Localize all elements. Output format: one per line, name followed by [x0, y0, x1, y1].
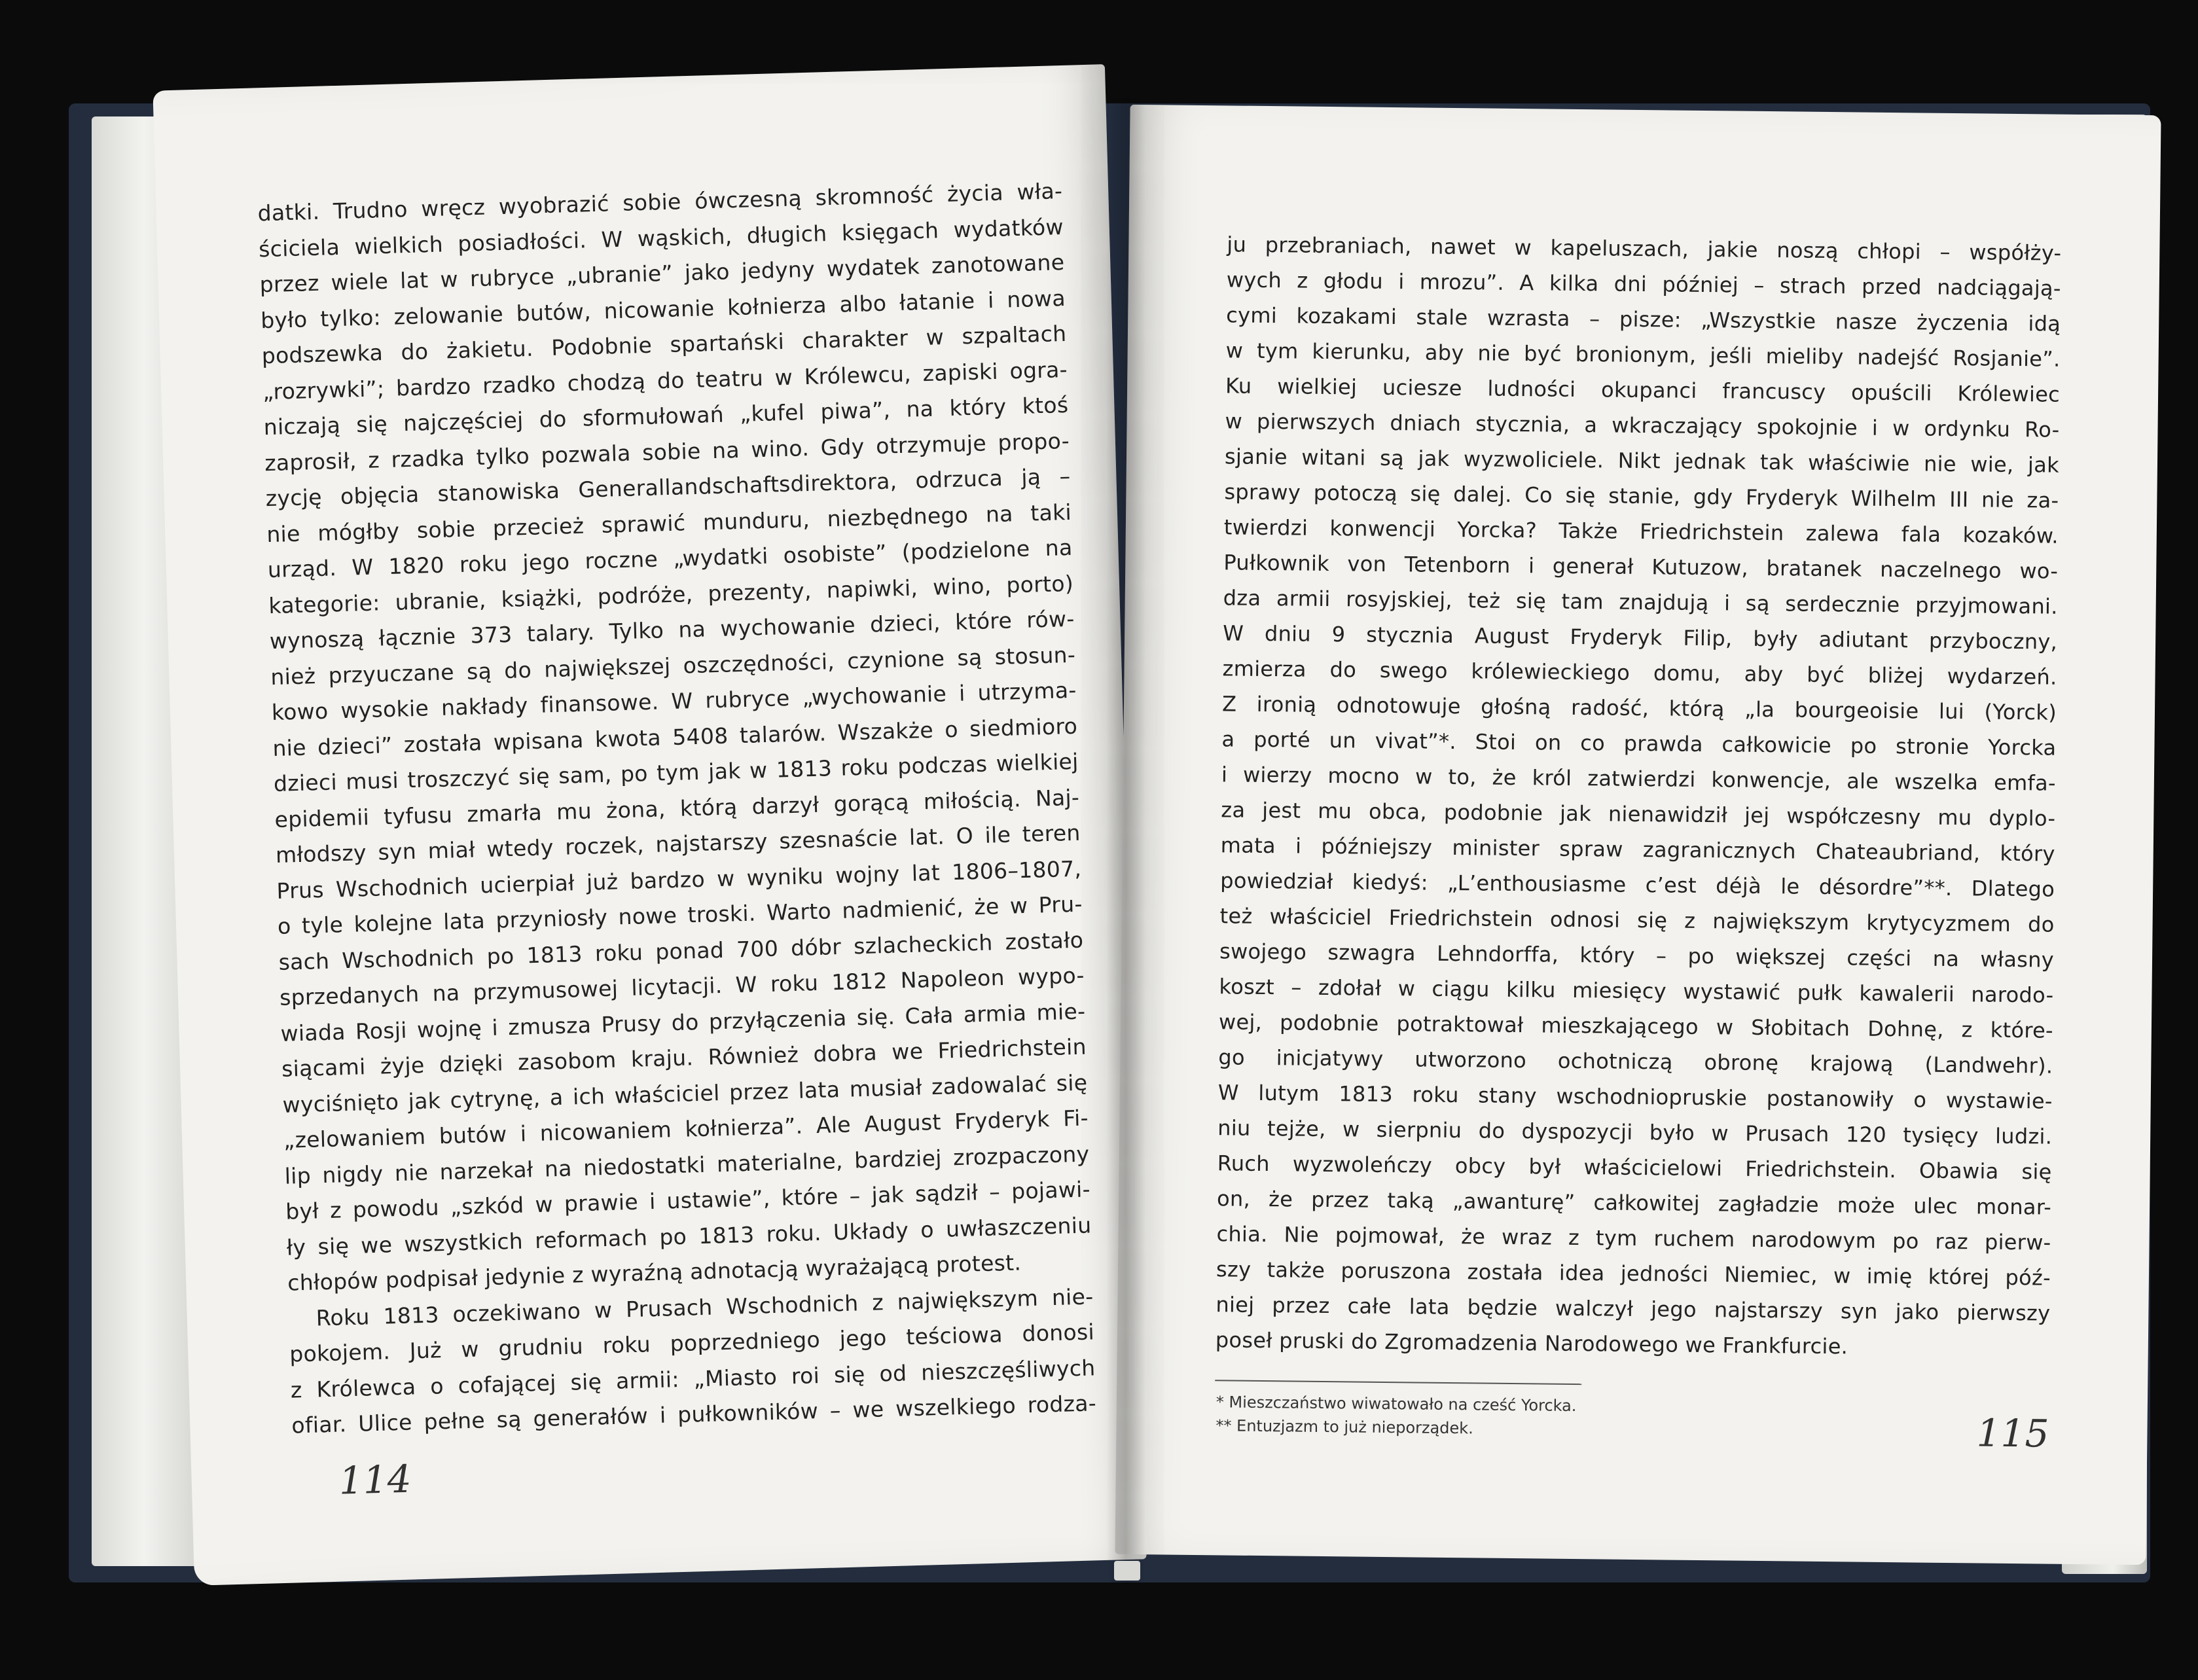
- text-line: epidemii tyfusu zmarła mu żona, którą darzył gorącą miłością. Naj-: [274, 784, 1080, 832]
- text-line: o tyle kolejne lata przyniosły nowe troski. Warto nadmienić, że w Pru-: [277, 891, 1083, 939]
- text-line: był z powodu „szkód w prawie i ustawie”, które – jak sądził – pojawi-: [285, 1176, 1091, 1224]
- text-line: Roku 1813 oczekiwano w Prusach Wschodnich z największym nie-: [315, 1283, 1094, 1331]
- text-line: dzieci musi troszczyć się sam, po tym jak w 1813 roku podczas wielkiej: [273, 748, 1079, 797]
- footnote: ** Entuzjazm to już nieporządek.: [1216, 1416, 1473, 1438]
- text-line: Z ironią odnotowuje głośną radość, którą „la bourgeoisie lui (Yorck): [1221, 691, 2057, 725]
- footnote-divider: [1215, 1380, 1581, 1385]
- text-line: powiedział kiedyś: „L’enthousiasme c’est déjà le désordre”**. Dlatego: [1220, 868, 2055, 902]
- text-line: twierdzi konwencji Yorcka? Także Friedrichstein zalewa fala kozaków.: [1223, 514, 2059, 548]
- text-line: Ruch wyzwoleńczy obcy był właścicielowi Friedrichstein. Obawia się: [1217, 1151, 2052, 1185]
- footnote: * Mieszczaństwo wiwatowało na cześć Yorcka.: [1216, 1393, 1577, 1416]
- page-number-left: 114: [338, 1456, 412, 1503]
- text-line: niczają się najczęściej do sformułowań „kufel piwa”, na który ktoś: [263, 391, 1069, 440]
- right-page-text: [1216, 226, 2062, 1366]
- text-line: chia. Nie pojmował, że wraz z tym ruchem narodowym po raz pierw-: [1216, 1221, 2051, 1255]
- text-line: młodszy syn miał wtedy roczek, najstarszy szesnaście lat. O ile teren: [275, 819, 1081, 868]
- text-line: on, że przez taką „awanturę” całkowitej zagładzie może ulec monar-: [1216, 1186, 2052, 1220]
- text-line: ściciela wielkich posiadłości. W wąskich, długich księgach wydatków: [258, 213, 1064, 262]
- text-line: wynoszą łącznie 373 talary. Tylko na wychowanie dzieci, które rów-: [269, 605, 1075, 654]
- spine-bottom: [1114, 1561, 1140, 1581]
- text-line: lip nigdy nie narzekał na niedostatki materialne, bardziej zrozpaczony: [284, 1140, 1090, 1189]
- text-line: za jest mu obca, podobnie jak nienawidził jej współczesny mu dyplo-: [1221, 797, 2056, 831]
- left-page-text: [257, 173, 1097, 1444]
- right-page: [1115, 105, 2161, 1565]
- text-line: Prus Wschodnich ucierpiał już bardzo w wyniku wojny lat 1806–1807,: [276, 855, 1082, 904]
- text-line: zaprosił, z rzadka tylko pozwala sobie na wino. Gdy otrzymuje propo-: [264, 427, 1070, 476]
- text-line: sprzedanych na przymusowej licytacji. W roku 1812 Napoleon wypo-: [279, 962, 1085, 1010]
- text-line: zmierza do swego królewieckiego domu, aby być bliżej wydarzeń.: [1222, 656, 2057, 690]
- text-line: z Królewca o cofającej się armii: „Miasto roi się od nieszczęśliwych: [290, 1354, 1096, 1403]
- text-line: wyciśnięto jak cytrynę, a ich właściciel przez lata musiał zadowalać się: [282, 1069, 1088, 1118]
- text-line: urząd. W 1820 roku jego roczne „wydatki osobiste” (podzielone na: [267, 534, 1073, 583]
- text-line: sjanie witani są jak wyzwoliciele. Nikt jednak tak właściwie nie wie, jak: [1224, 444, 2060, 478]
- text-line: wiada Rosji wojnę i zmusza Prusy do przyłączenia się. Cała armia mie-: [280, 998, 1086, 1046]
- text-line: wej, podobnie potraktował mieszkającego w Słobitach Dohnę, z które-: [1218, 1009, 2054, 1043]
- text-line: i wierzy mocno w to, że król zatwierdzi konwencje, ale wszelka emfa-: [1221, 762, 2057, 796]
- text-line: w pierwszych dniach stycznia, a wkraczający spokojnie i w ordynku Ro-: [1225, 408, 2060, 442]
- text-line: też właściciel Friedrichstein odnosi się z największym krytycyzmem do: [1219, 903, 2055, 937]
- text-line: Ku wielkiej uciesze ludności okupanci francuscy opuścili Królewiec: [1225, 373, 2061, 407]
- text-line: nież przyuczane są do największej oszczędności, czynione są stosun-: [270, 641, 1076, 690]
- text-line: kowo wysokie nakłady finansowe. W rubryce „wychowanie i utrzyma-: [271, 677, 1077, 726]
- text-line: poseł pruski do Zgromadzenia Narodowego we Frankfurcie.: [1215, 1327, 1848, 1359]
- text-line: kategorie: ubranie, książki, podróże, prezenty, napiwki, wino, porto): [268, 570, 1074, 618]
- text-line: go inicjatywy utworzono ochotniczą obronę krajową (Landwehr).: [1218, 1045, 2053, 1079]
- text-line: podszewka do żakietu. Podobnie spartański charakter w szpaltach: [261, 320, 1067, 369]
- text-line: „zelowaniem butów i nicowaniem kołnierza”. Ale August Fryderyk Fi-: [283, 1105, 1089, 1153]
- text-line: Pułkownik von Tetenborn i generał Kutuzow, bratanek naczelnego wo-: [1223, 550, 2059, 584]
- left-page: [153, 64, 1146, 1586]
- text-line: sach Wschodnich po 1813 roku ponad 700 dóbr szlacheckich zostało: [278, 927, 1084, 975]
- text-line: sprawy potoczą się dalej. Co się stanie, gdy Fryderyk Wilhelm III nie za-: [1224, 479, 2059, 513]
- text-line: ofiar. Ulice pełne są generałów i pułkowników – we wszelkiego rodza-: [291, 1390, 1097, 1439]
- text-line: ju przebraniach, nawet w kapeluszach, jakie noszą chłopi – współży-: [1227, 232, 2062, 266]
- text-line: siącami żyje dzięki zasobom kraju. Również dobra we Friedrichstein: [281, 1033, 1087, 1082]
- text-line: mata i późniejszy minister spraw zagranicznych Chateaubriand, który: [1220, 832, 2055, 867]
- text-line: w tym kierunku, aby nie być bronionym, jeśli mieliby nadejść Rosjanie”.: [1225, 338, 2061, 372]
- text-line: nie dzieci” została wpisana kwota 5408 talarów. Wszakże o siedmioro: [272, 713, 1078, 761]
- text-line: pokojem. Już w grudniu roku poprzedniego jego teściowa donosi: [289, 1319, 1095, 1367]
- text-line: szy także poruszona została idea jedności Niemiec, w imię której póź-: [1216, 1257, 2051, 1291]
- text-line: ły się we wszystkich reformach po 1813 roku. Układy o uwłaszczeniu: [286, 1211, 1092, 1260]
- text-line: swojego szwagra Lehndorffa, który – po większej części na własny: [1219, 938, 2055, 973]
- text-line: wych z głodu i mrozu”. A kilka dni później – strach przed nadciągają-: [1226, 267, 2061, 301]
- text-line: niu tejże, w sierpniu do dyspozycji było w Prusach 120 tysięcy ludzi.: [1217, 1115, 2053, 1149]
- text-line: dza armii rosyjskiej, też się tam znajdują i są serdecznie przyjmowani.: [1223, 585, 2058, 619]
- text-line: było tylko: zelowanie butów, nicowanie kołnierza albo łatanie i nowa: [260, 285, 1066, 333]
- text-line: W dniu 9 stycznia August Fryderyk Filip, były adiutant przyboczny,: [1222, 620, 2058, 654]
- text-line: chłopów podpisał jedynie z wyraźną adnotacją wyrażającą protest.: [287, 1249, 1022, 1296]
- text-line: nie mógłby sobie przecież sprawić munduru, niezbędnego na taki: [266, 499, 1072, 547]
- text-line: zycję objęcia stanowiska Generallandschaftsdirektora, odrzuca ją –: [265, 463, 1071, 512]
- book-gutter: [1106, 98, 1145, 1584]
- text-line: przez wiele lat w rubryce „ubranie” jako jedyny wydatek zanotowane: [259, 249, 1065, 298]
- text-line: a porté un vivat”*. Stoi on co prawda całkowicie po stronie Yorcka: [1221, 726, 2057, 760]
- text-line: cymi kozakami stale wzrasta – pisze: „Wszystkie nasze życzenia idą: [1226, 302, 2061, 336]
- page-number-right: 115: [1976, 1410, 2049, 1456]
- text-line: koszt – zdołał w ciągu kilku miesięcy wystawić pułk kawalerii narodo-: [1219, 974, 2054, 1008]
- text-line: niej przez całe lata będzie walczył jego najstarszy syn jako pierwszy: [1216, 1292, 2051, 1326]
- text-line: W lutym 1813 roku stany wschodniopruskie postanowiły o wystawie-: [1217, 1080, 2053, 1114]
- text-line: „rozrywki”; bardzo rzadko chodzą do teatru w Królewcu, zapiski ogra-: [262, 356, 1068, 404]
- text-line: datki. Trudno wręcz wyobrazić sobie ówczesną skromność życia wła-: [257, 178, 1063, 226]
